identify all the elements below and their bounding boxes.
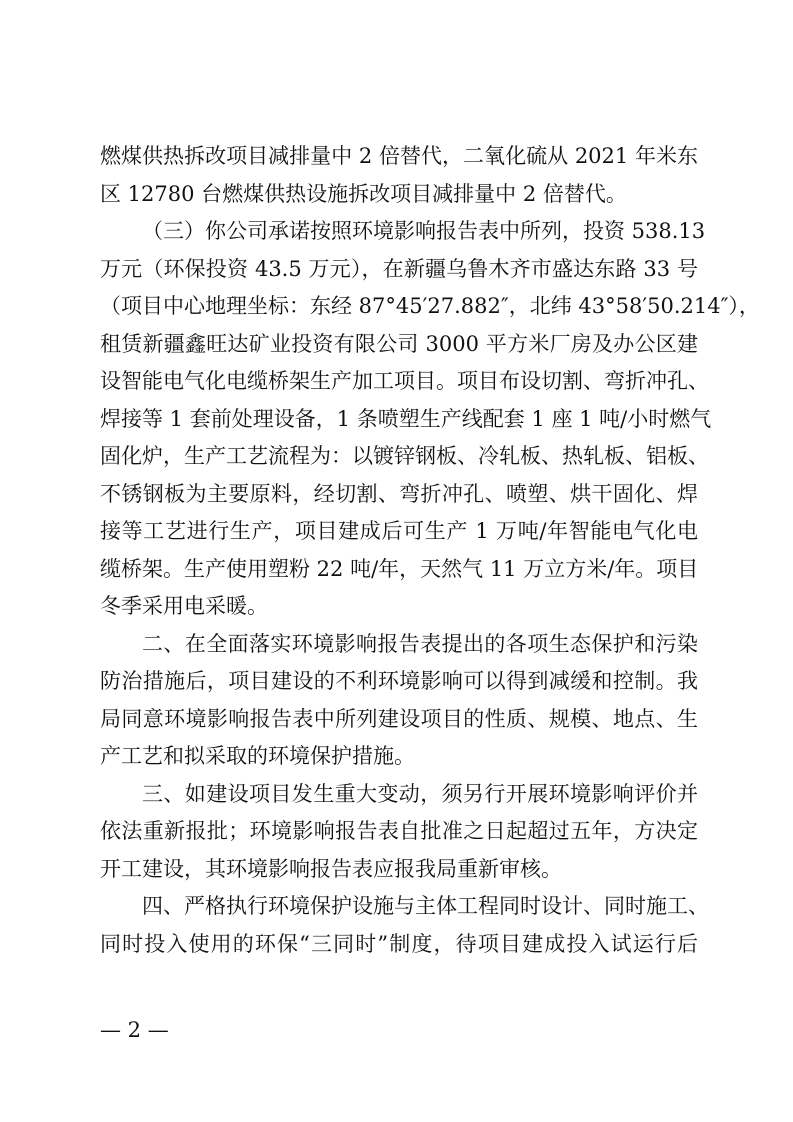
text-line: 三、如建设项目发生重大变动，须另行开展环境影响评价并 <box>142 781 698 806</box>
text-line: 燃煤供热拆改项目减排量中 2 倍替代，二氧化硫从 2021 年米东 <box>100 144 698 168</box>
text-line: （三）你公司承诺按照环境影响报告表中所列，投资 538.13 <box>142 219 706 243</box>
paragraph-continuation <box>100 138 698 213</box>
paragraph-section-two <box>100 626 698 776</box>
text-line: 依法重新报批；环境影响报告表自批准之日起超过五年，方决定 <box>100 819 698 843</box>
paragraph-project-description <box>100 213 760 626</box>
text-line: 设智能电气化电缆桥架生产加工项目。项目布设切割、弯折冲孔、 <box>100 369 709 393</box>
text-line: 接等工艺进行生产，项目建成后可生产 1 万吨/年智能电气化电 <box>100 519 698 543</box>
text-line: （项目中心地理坐标：东经 87°45′27.882″，北纬 43°58′50.214″）， <box>100 294 760 318</box>
text-line: 区 12780 台燃煤供热设施拆改项目减排量中 2 倍替代。 <box>100 181 627 206</box>
text-line: 焊接等 1 套前处理设备，1 条喷塑生产线配套 1 座 1 吨/小时燃气 <box>100 406 712 431</box>
text-line: 二、在全面落实环境影响报告表提出的各项生态保护和污染 <box>142 631 698 656</box>
text-line: 缆桥架。生产使用塑粉 22 吨/年，天然气 11 万立方米/年。项目 <box>100 556 699 581</box>
text-line: 万元（环保投资 43.5 万元），在新疆乌鲁木齐市盛达东路 33 号 <box>100 256 698 281</box>
text-line: 同时投入使用的环保“三同时”制度，待项目建成投入试运行后 <box>100 931 698 956</box>
text-line: 产工艺和拟采取的环境保护措施。 <box>100 744 415 768</box>
text-line: 防治措施后，项目建设的不利环境影响可以得到减缓和控制。我 <box>100 669 698 693</box>
text-line: 局同意环境影响报告表中所列建设项目的性质、规模、地点、生 <box>100 706 698 731</box>
document-body <box>100 138 760 963</box>
text-line: 不锈钢板为主要原料，经切割、弯折冲孔、喷塑、烘干固化、焊 <box>100 481 698 506</box>
text-line: 冬季采用电采暖。 <box>100 594 268 618</box>
paragraph-section-four <box>100 888 709 963</box>
paragraph-section-three <box>100 776 698 889</box>
text-line: 租赁新疆鑫旺达矿业投资有限公司 3000 平方米厂房及办公区建 <box>100 331 698 356</box>
page-number: — 2 — <box>100 1018 169 1042</box>
text-line: 开工建设，其环境影响报告表应报我局重新审核。 <box>100 856 562 881</box>
text-line: 四、严格执行环境保护设施与主体工程同时设计、同时施工、 <box>142 894 709 918</box>
text-line: 固化炉，生产工艺流程为：以镀锌钢板、冷轧板、热轧板、铝板、 <box>100 444 709 468</box>
